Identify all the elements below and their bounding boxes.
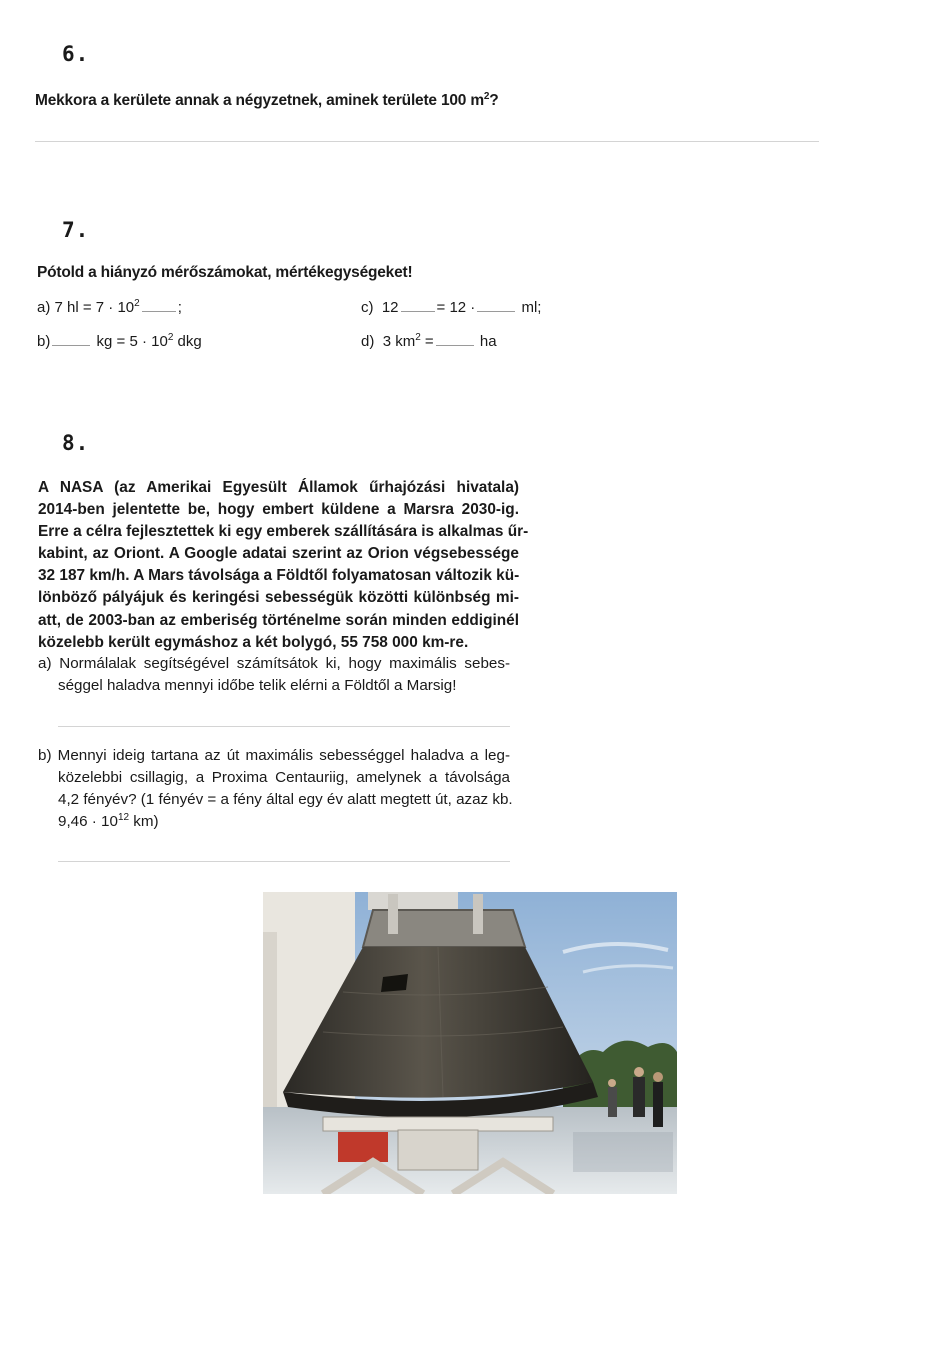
task-7c-blank-2[interactable] — [477, 299, 515, 312]
paragraph-line: 32 187 km/h. A Mars távolsága a Földtől folyamatosan változik kü- — [38, 567, 520, 585]
task-8b-line: 4,2 fényév? (1 fényév = a fény által egy év alatt megtett út, azaz kb. — [58, 791, 513, 808]
task-7b-sup: 2 — [167, 332, 174, 343]
task-7b-text: kg = 5 · 10 — [96, 333, 168, 350]
paragraph-line: att, de 2003-ban az emberiség történelme során minden eddiginél — [38, 611, 519, 629]
red-fixture — [338, 1132, 388, 1162]
task-7a-sup: 2 — [134, 298, 140, 309]
task-7b-label: b) — [37, 333, 51, 350]
task-8b-line: közelebbi csillagig, a Proxima Centauriig, amelynek a távolsága — [58, 769, 510, 786]
task-7b-blank[interactable] — [52, 333, 90, 346]
task-6-question-end: ? — [489, 92, 499, 109]
capsule-illustration — [263, 892, 677, 1194]
task-7c-blank-1[interactable] — [401, 299, 435, 312]
task-7d-mid: = — [420, 333, 434, 350]
task-6-question-sup: 2 — [483, 90, 490, 102]
task-7c — [361, 299, 541, 316]
paragraph-line: Erre a célra fejlesztettek ki egy emberek szállítására is alkalmas űr- — [38, 523, 529, 541]
task-7d-text: 3 km — [382, 333, 416, 350]
task-8a-line: séggel haladva mennyi időbe telik elérni a Földtől a Marsig! — [58, 677, 457, 694]
paragraph-line: lönböző pályájuk és keringési sebességük közötti különbség mi- — [38, 589, 519, 607]
task-7c-end: ml; — [521, 299, 542, 316]
answer-line-8b[interactable] — [58, 861, 510, 862]
task-7a — [37, 299, 182, 316]
task-8b-last-sup: 12 — [117, 811, 130, 823]
task-8-paragraph — [38, 477, 529, 654]
orion-capsule-photo — [263, 892, 677, 1194]
task-7c-label: c) — [361, 299, 374, 316]
task-7a-text: 7 hl = 7 · 10 — [54, 299, 135, 316]
task-7d-end: ha — [479, 333, 497, 350]
task-8b-question — [38, 745, 513, 833]
paragraph-line: közelebb került egymáshoz a két bolygó, 55 758 000 km-re. — [38, 633, 469, 651]
task-7-number: 7. — [62, 218, 90, 242]
task-8a-line: a) Normálalak segítségével számítsátok ki, hogy maximális sebes- — [38, 655, 510, 672]
task-8a-question — [38, 653, 510, 697]
task-7-instruction: Pótold a hiányzó mérőszámokat, mértékegységeket! — [37, 264, 413, 281]
task-7b — [37, 333, 202, 350]
answer-line-6[interactable] — [35, 141, 819, 142]
task-8b-line: b) Mennyi ideig tartana az út maximális sebességgel haladva a leg- — [38, 747, 510, 764]
task-6-number: 6. — [62, 42, 90, 66]
task-8-number: 8. — [62, 431, 90, 455]
task-7d-sup: 2 — [415, 332, 421, 343]
task-6-question — [35, 92, 499, 110]
task-6-question-text: Mekkora a kerülete annak a négyzetnek, aminek területe 100 m — [35, 92, 484, 109]
task-7a-end: ; — [177, 299, 182, 316]
task-7d — [361, 333, 497, 350]
task-7a-blank[interactable] — [142, 299, 176, 312]
task-8b-last-suffix: km) — [129, 813, 159, 830]
answer-line-8a[interactable] — [58, 726, 510, 727]
task-7a-label: a) — [37, 299, 51, 316]
task-7d-blank[interactable] — [436, 333, 474, 346]
task-7b-end: dkg — [173, 333, 202, 350]
paragraph-line: A NASA (az Amerikai Egyesült Államok űrhajózási hivatala) — [38, 479, 519, 496]
task-8b-last-prefix: 9,46 · 10 — [58, 813, 118, 830]
task-7d-label: d) — [361, 333, 375, 350]
paragraph-line: kabint, az Oriont. A Google adatai szerint az Orion végsebessége — [38, 545, 519, 563]
task-8b-line — [38, 811, 510, 833]
task-7c-mid: = 12 · — [436, 299, 476, 316]
paragraph-line: 2014-ben jelentette be, hogy embert küldene a Marsra 2030-ig. — [38, 501, 519, 519]
task-7c-text: 12 — [381, 299, 399, 316]
